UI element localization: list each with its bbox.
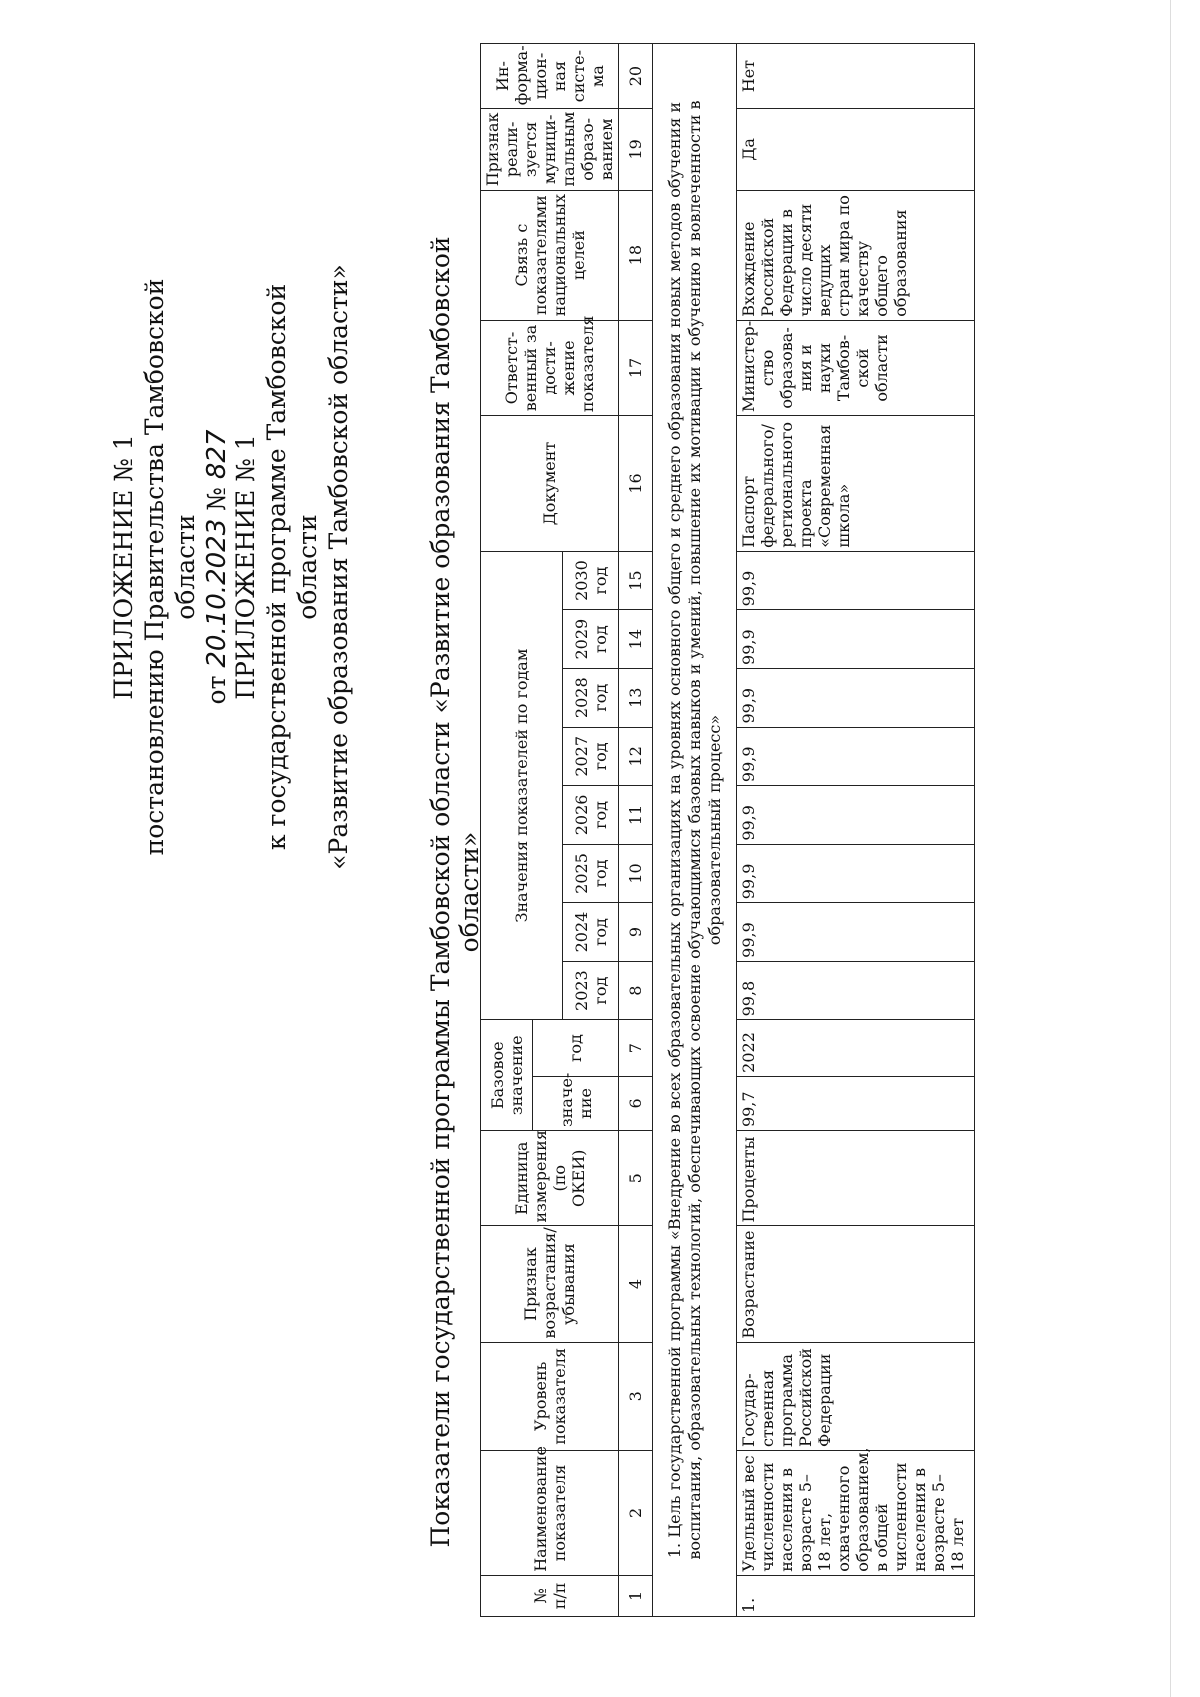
row-national-goal: Вхождение Российской Федерации в число десяти ведущих стран мира по качеству общего образования [737, 190, 975, 320]
scan-edge-line [1170, 0, 1171, 1697]
col-header-trend: Признак возрастания/ убывания [481, 1226, 619, 1342]
row-name: Удельный вес численности населения в возрасте 5–18 лет, охваченного образованием, в общей численности населения в возрасте 5–18 лет [737, 1451, 975, 1576]
column-number: 11 [619, 786, 653, 845]
resolution-header [108, 267, 233, 867]
table-row [737, 44, 975, 1617]
row-value-2027: 99,9 [737, 727, 975, 786]
col-header-year: 2023 год [563, 961, 619, 1020]
column-number: 10 [619, 844, 653, 903]
column-number: 9 [619, 903, 653, 962]
col-header-year: 2029 год [563, 610, 619, 669]
col-header-year: 2025 год [563, 844, 619, 903]
col-header-base-year: год [533, 1020, 619, 1076]
program-line1: к государственной программе Тамбовской области [262, 283, 322, 851]
row-value-2023: 99,8 [737, 961, 975, 1020]
row-value-2029: 99,9 [737, 610, 975, 669]
col-header-year: 2027 год [563, 727, 619, 786]
row-municipal: Да [737, 109, 975, 190]
col-header-level: Уровень показателя [481, 1342, 619, 1450]
column-number: 18 [619, 190, 653, 320]
row-value-2028: 99,9 [737, 668, 975, 727]
column-number: 16 [619, 416, 653, 552]
indicators-table [480, 43, 975, 1617]
col-header-name: Наименование показателя [481, 1451, 619, 1576]
column-number: 6 [619, 1076, 653, 1130]
row-unit: Проценты [737, 1131, 975, 1226]
column-number: 5 [619, 1131, 653, 1226]
col-header-base: Базовое значение [481, 1020, 533, 1131]
col-header-municipal: Признак реали- зуется муници- пальным образо- ванием [481, 109, 619, 190]
column-number: 17 [619, 320, 653, 415]
col-header-base-value: значе- ние [533, 1076, 619, 1130]
column-number: 19 [619, 109, 653, 190]
program-goal: 1. Цель государственной программы «Внедрение во всех образовательных организациях на уровнях основного общего и среднего образования новых методов обучения и воспитания, образовательных технологий, обеспечивающих освоение обучающимися базовых навыков и умений, повышение их мотивации к обучению и вовлеченности в образовательный процесс» [653, 44, 737, 1617]
column-numbers-row [619, 44, 653, 1617]
col-header-year: 2026 год [563, 786, 619, 845]
col-header-unit: Единица измерения (по ОКЕИ) [481, 1131, 619, 1226]
row-value-2025: 99,9 [737, 844, 975, 903]
column-number: 8 [619, 961, 653, 1020]
resolution-text: постановлению Правительства Тамбовской области [140, 278, 200, 856]
appendix2-title: ПРИЛОЖЕНИЕ № 1 [231, 434, 260, 700]
column-number: 14 [619, 610, 653, 669]
col-header-years: Значения показателей по годам [481, 551, 563, 1020]
col-header-national-goal: Связь с показателями национальных целей [481, 190, 619, 320]
column-number: 2 [619, 1451, 653, 1576]
row-value-2030: 99,9 [737, 551, 975, 610]
appendix-title: ПРИЛОЖЕНИЕ № 1 [109, 434, 138, 700]
row-base-year: 2022 [737, 1020, 975, 1076]
program-header [230, 237, 354, 897]
row-info-system: Нет [737, 44, 975, 109]
row-num: 1. [737, 1575, 975, 1616]
row-base-value: 99,7 [737, 1076, 975, 1130]
col-header-year: 2024 год [563, 903, 619, 962]
row-value-2026: 99,9 [737, 786, 975, 845]
handwritten-number: 827 [202, 429, 232, 480]
row-trend: Возрастание [737, 1226, 975, 1342]
row-responsible: Министер- ство образова- ния и науки Тамбов- ской области [737, 320, 975, 415]
program-line2: «Развитие образования Тамбовской области» [324, 264, 353, 870]
column-number: 15 [619, 551, 653, 610]
row-value-2024: 99,9 [737, 903, 975, 962]
column-number: 4 [619, 1226, 653, 1342]
col-header-year: 2030 год [563, 551, 619, 610]
col-header-info-system: Ин- форма- цион- ная систе- ма [481, 44, 619, 109]
row-level: Государ- ственная программа Российской Федерации [737, 1342, 975, 1450]
handwritten-date: 20.10.2023 [202, 518, 232, 668]
col-header-responsible: Ответст- венный за дости- жение показателя [481, 320, 619, 415]
column-number: 13 [619, 668, 653, 727]
column-number: 7 [619, 1020, 653, 1076]
column-number: 1 [619, 1575, 653, 1616]
column-number: 20 [619, 44, 653, 109]
column-number: 3 [619, 1342, 653, 1450]
col-header-document: Документ [481, 416, 619, 552]
date-line: от 20.10.2023 № 827 [202, 429, 232, 705]
col-header-year: 2028 год [563, 668, 619, 727]
row-document: Паспорт федерального/ регионального проекта «Современная школа» [737, 416, 975, 552]
page-title: Показатели государственной программы Тамбовской области «Развитие образования Тамбовской области» [426, 236, 484, 1548]
col-header-num: № п/п [481, 1575, 619, 1616]
column-number: 12 [619, 727, 653, 786]
